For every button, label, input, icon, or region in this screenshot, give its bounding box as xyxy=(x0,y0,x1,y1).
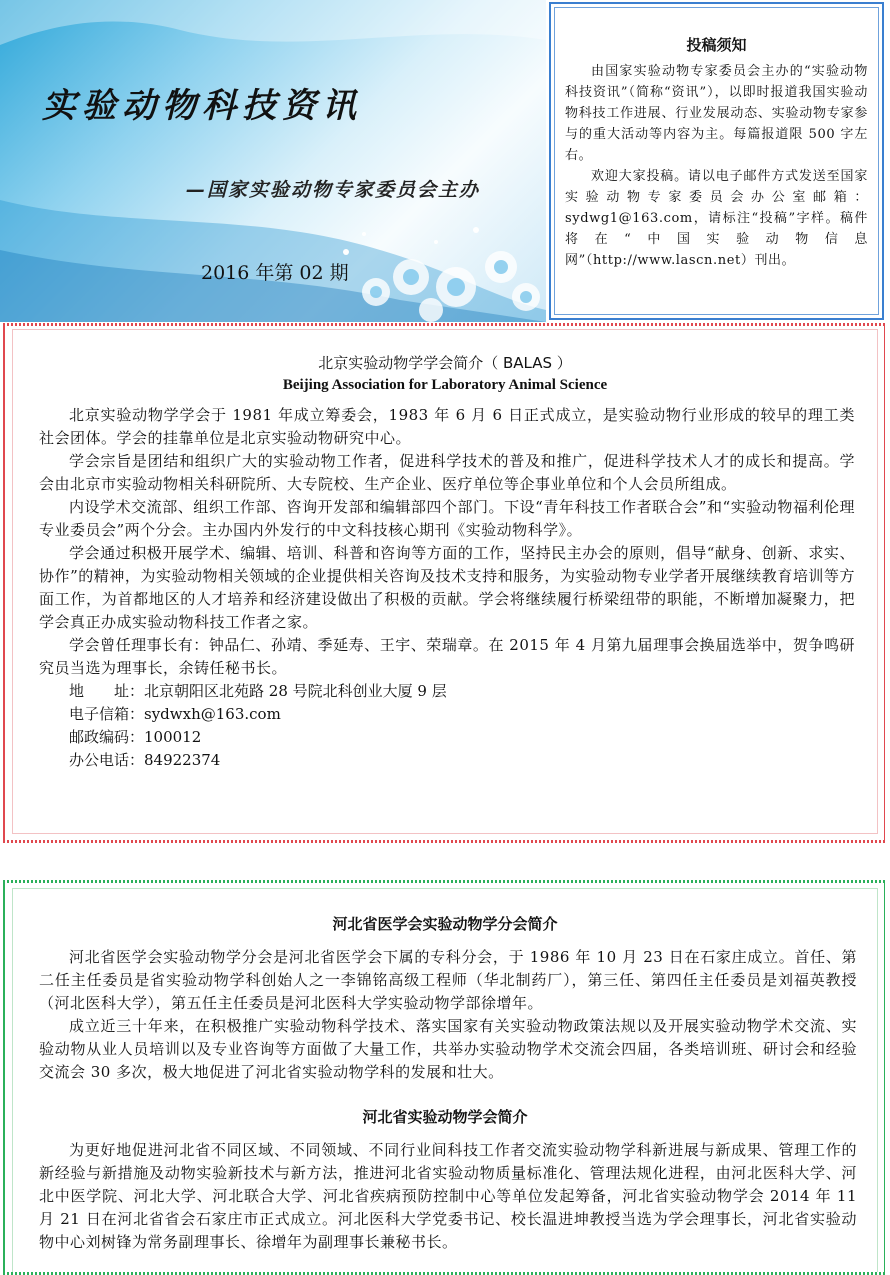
notice-paragraph: 欢迎大家投稿。请以电子邮件方式发送至国家实验动物专家委员会办公室邮箱：sydwg1@163.com，请标注“投稿”字样。稿件将在“中国实验动物信息网”（http://www.lascn.net）刊出。 xyxy=(565,169,868,268)
balas-paragraph: 北京实验动物学学会于 1981 年成立筹委会，1983 年 6 月 6 日正式成立，是实验动物行业形成的较早的理工类社会团体。学会的挂靠单位是北京实验动物研究中心。 xyxy=(39,406,855,447)
balas-title-en: Beijing Association for Laboratory Animal Science xyxy=(282,377,608,393)
balas-paragraph: 学会宗旨是团结和组织广大的实验动物工作者，促进科学技术的普及和推广，促进科学技术人才的成长和提高。学会由北京市实验动物相关科研院所、大专院校、生产企业、医疗单位等企事业单位和个人会员所组成。 xyxy=(39,452,855,493)
newsletter-title: 实验动物科技资讯 xyxy=(42,86,362,126)
hebei-med-paragraph: 成立近三十年来，在积极推广实验动物科学技术、落实国家有关实验动物政策法规以及开展实验动物学术交流、实验动物从业人员培训以及专业咨询等方面做了大量工作，共举办实验动物学术交流会四届，各类培训班、研讨会和经验交流会 30 多次，极大地促进了河北省实验动物学科的发展和壮大。 xyxy=(39,1017,857,1081)
balas-address: 地 址：北京朝阳区北苑路 28 号院北科创业大厦 9 层 xyxy=(69,682,447,700)
balas-title-cn: 北京实验动物学学会简介（ BALAS ） xyxy=(318,354,572,372)
hebei-med-title: 河北省医学会实验动物学分会简介 xyxy=(332,915,558,933)
balas-content xyxy=(12,329,878,834)
issue-number: 2016 年第 02 期 xyxy=(201,262,349,284)
balas-postcode: 邮政编码：100012 xyxy=(69,728,202,746)
balas-phone: 办公电话：84922374 xyxy=(69,751,221,769)
newsletter-subtitle: —国家实验动物专家委员会主办 xyxy=(186,179,481,201)
hebei-section xyxy=(3,880,887,1275)
balas-paragraph: 学会通过积极开展学术、编辑、培训、科普和咨询等方面的工作，坚持民主办会的原则，倡导“献身、创新、求实、协作”的精神，为实验动物相关领域的企业提供相关咨询及技术支持和服务，为实验动物专业学者开展继续教育培训等方面工作，为首都地区的人才培养和经济建设做出了积极的贡献。学会将继续履行桥梁纽带的职能，不断增加凝聚力，把学会真正办成实验动物科技工作者之家。 xyxy=(39,544,855,631)
balas-paragraph: 学会曾任理事长有：钟品仁、孙靖、季延寿、王宇、荣瑞章。在 2015 年 4 月第九届理事会换届选举中，贺争鸣研究员当选为理事长，余铸任秘书长。 xyxy=(39,636,855,677)
hebei-soc-title: 河北省实验动物学会简介 xyxy=(362,1108,528,1126)
balas-email: 电子信箱：sydwxh@163.com xyxy=(69,705,281,723)
hebei-soc-paragraph: 为更好地促进河北省不同区域、不同领域、不同行业间科技工作者交流实验动物学科新进展与新成果、管理工作的新经验与新措施及动物实验新技术与新方法，推进河北省实验动物质量标准化、管理法规化进程，由河北医科大学、河北中医学院、河北大学、河北联合大学、河北省疾病预防控制中心等单位发起筹备，河北省实验动物学会 2014 年 11 月 21 日在河北省省会石家庄市正式成立。河北医科大学党委书记、校长温进坤教授当选为学会理事长，河北省实验动物中心刘树锋为常务副理事长、徐增年为副理事长兼秘书长。 xyxy=(39,1141,857,1251)
notice-title: 投稿须知 xyxy=(686,36,747,54)
hebei-med-paragraph: 河北省医学会实验动物学分会是河北省医学会下属的专科分会，于 1986 年 10 月 23 日在石家庄成立。首任、第二任主任委员是省实验动物学科创始人之一李锦铭高级工程师（华北制药厂），第三任、第四任主任委员是刘福英教授（河北医科大学），第五任主任委员是河北医科大学实验动物学部徐增年。 xyxy=(39,948,857,1012)
submission-notice xyxy=(549,2,884,320)
balas-paragraph: 内设学术交流部、组织工作部、咨询开发部和编辑部四个部门。下设“青年科技工作者联合会”和“实验动物福利伦理专业委员会”两个分会。主办国内外发行的中文科技核心期刊《实验动物科学》。 xyxy=(39,498,855,539)
balas-section xyxy=(3,323,887,843)
hebei-content xyxy=(12,888,878,1272)
flower-decoration xyxy=(316,212,546,322)
masthead-banner xyxy=(0,0,546,322)
notice-paragraph: 由国家实验动物专家委员会主办的“实验动物科技资讯”（简称“资讯”），以即时报道我国实验动物科技工作进展、行业发展动态、实验动物专家参与的重大活动等内容为主。每篇报道限 500 字左右。 xyxy=(565,64,868,163)
